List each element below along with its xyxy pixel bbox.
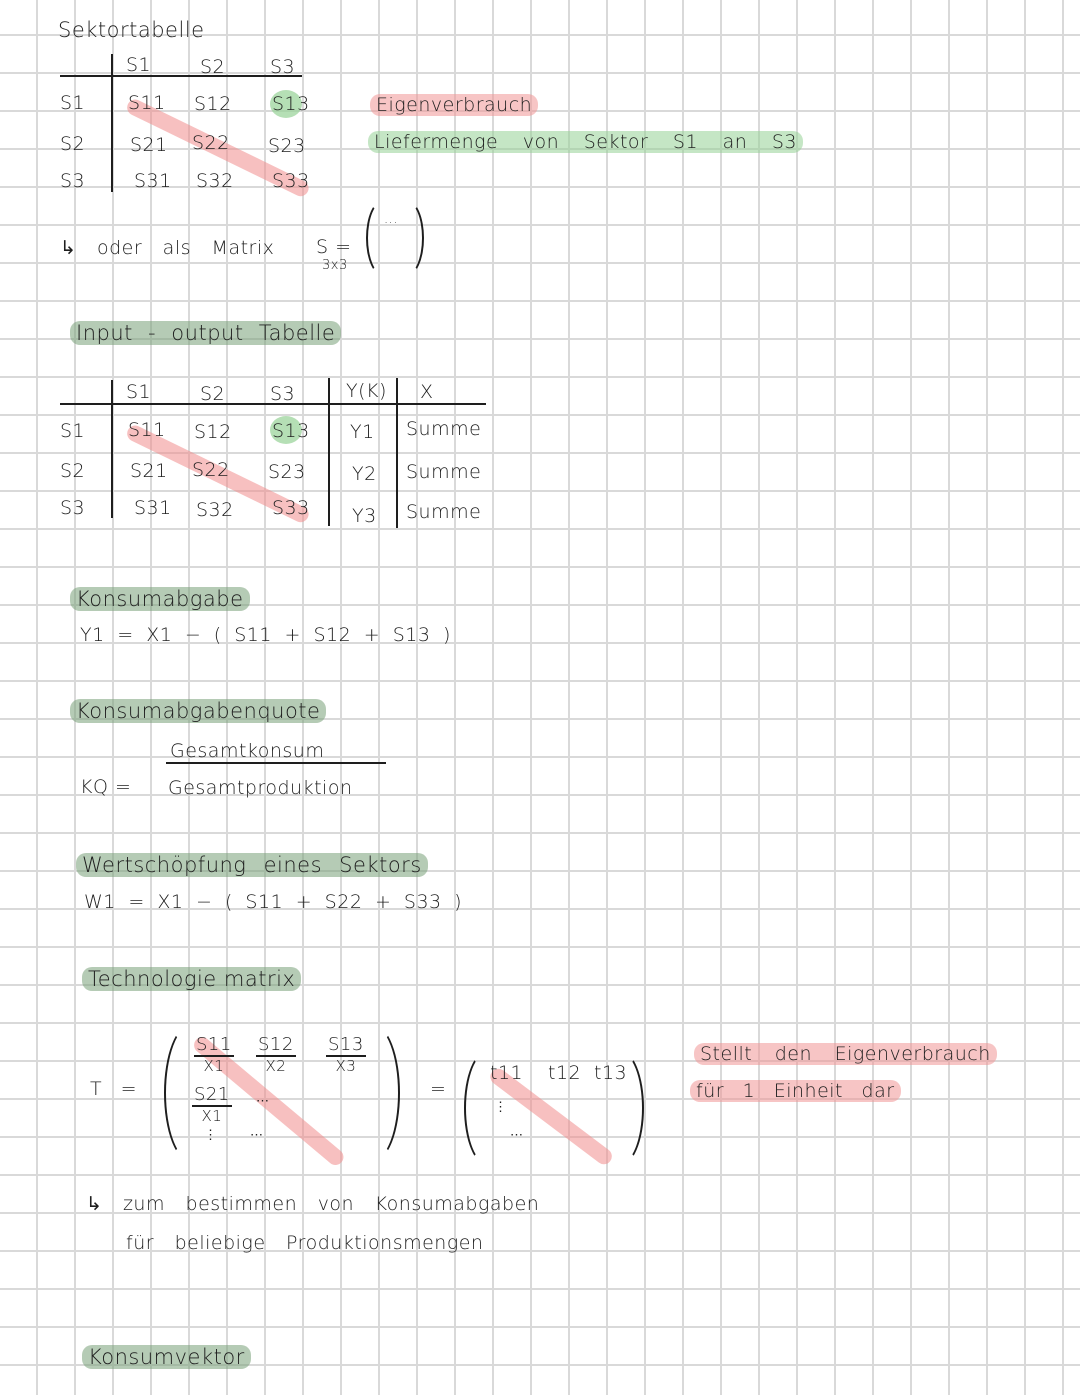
wertschoepfung-formula: W1 = X1 − ( S11 + S22 + S33 ) <box>84 891 463 913</box>
tech-usage-line2: für beliebige Produktionsmengen <box>126 1232 484 1254</box>
table-cell: S23 <box>268 461 306 483</box>
table-cell: S21 <box>130 460 168 482</box>
matrix-dots: ⋯ <box>510 1128 524 1143</box>
io-tabelle-title: Input - output Tabelle <box>70 321 341 345</box>
col-header: S1 <box>126 54 152 76</box>
table-cell: S22 <box>192 459 230 481</box>
table-cell: S31 <box>134 497 172 519</box>
fraction-s13-x3: S13 X3 <box>328 1034 364 1075</box>
matrix-dots: ⋯ <box>256 1094 270 1109</box>
row-header: S3 <box>60 170 86 192</box>
matrix-label: S = <box>316 236 352 258</box>
row-header: S2 <box>60 460 86 482</box>
matrix-dimension: 3x3 <box>322 258 348 273</box>
kq-label: KQ = <box>80 776 132 798</box>
col-header: S3 <box>270 56 296 78</box>
table-cell: S13 <box>272 420 310 442</box>
matrix-entry: t13 <box>594 1062 628 1084</box>
row-header: S1 <box>60 92 86 114</box>
row-header: S1 <box>60 420 86 442</box>
sektortabelle-title: Sektortabelle <box>58 18 205 42</box>
fraction-bar <box>166 762 386 764</box>
technologiematrix-title: Technologie matrix <box>82 967 301 991</box>
kq-denominator: Gesamtproduktion <box>168 777 353 799</box>
tech-note-line1: Stellt den Eigenverbrauch <box>694 1043 997 1065</box>
matrix-note: ↳ oder als Matrix <box>60 237 275 259</box>
col-header: S2 <box>200 383 226 405</box>
table-cell: S31 <box>134 170 172 192</box>
tech-usage-line1: ↳ zum bestimmen von Konsumabgaben <box>86 1193 540 1215</box>
equals-sign: = <box>430 1078 447 1100</box>
table-row-divider <box>111 54 113 192</box>
table-cell: S32 <box>196 499 234 521</box>
table-cell: Y2 <box>352 463 377 485</box>
table-cell: Summe <box>406 418 482 440</box>
col-header: S3 <box>270 383 296 405</box>
table-column-divider <box>396 378 398 528</box>
legend-liefermenge: Liefermenge von Sektor S1 an S3 <box>368 131 803 153</box>
table-cell: S13 <box>272 93 310 115</box>
table-cell: S11 <box>128 419 166 441</box>
table-cell: S32 <box>196 170 234 192</box>
table-cell: Summe <box>406 501 482 523</box>
wertschoepfung-title: Wertschöpfung eines Sektors <box>76 853 428 877</box>
table-cell: S21 <box>130 134 168 156</box>
col-header: Y(K) <box>346 380 387 402</box>
table-cell: S33 <box>272 497 310 519</box>
matrix-dots: ⋮ <box>204 1128 218 1143</box>
table-row-divider <box>111 380 113 518</box>
table-cell: Y3 <box>352 505 377 527</box>
legend-eigenverbrauch: Eigenverbrauch <box>370 94 538 116</box>
fraction-s21-x1: S21 X1 <box>194 1084 230 1125</box>
konsumabgabe-title: Konsumabgabe <box>70 587 250 611</box>
matrix-dots: ... <box>384 212 398 227</box>
col-header: S1 <box>126 381 152 403</box>
table-cell: Summe <box>406 461 482 483</box>
table-cell: S22 <box>192 132 230 154</box>
table-column-divider <box>328 378 330 526</box>
matrix-dots: ⋯ <box>250 1128 264 1143</box>
row-header: S3 <box>60 497 86 519</box>
konsumvektor-title: Konsumvektor <box>82 1345 251 1369</box>
matrix-entry: t11 <box>490 1062 524 1084</box>
row-header: S2 <box>60 133 86 155</box>
table-cell: S11 <box>128 92 166 114</box>
table-cell: S12 <box>194 421 232 443</box>
col-header: S2 <box>200 56 226 78</box>
t-label: T = <box>90 1078 138 1100</box>
table-cell: S23 <box>268 135 306 157</box>
konsumabgabenquote-title: Konsumabgabenquote <box>70 699 326 723</box>
konsumabgabe-formula: Y1 = X1 − ( S11 + S12 + S13 ) <box>80 624 451 646</box>
table-cell: S12 <box>194 93 232 115</box>
matrix-dots: ⋮ <box>494 1100 508 1115</box>
table-cell: Y1 <box>350 421 375 443</box>
table-header-divider <box>60 75 302 77</box>
matrix-entry: t12 <box>548 1062 582 1084</box>
tech-note-line2: für 1 Einheit dar <box>690 1080 901 1102</box>
fraction-s11-x1: S11 X1 <box>196 1034 232 1075</box>
col-header: X <box>420 381 434 403</box>
fraction-s12-x2: S12 X2 <box>258 1034 294 1075</box>
kq-numerator: Gesamtkonsum <box>170 740 325 762</box>
table-cell: S33 <box>272 170 310 192</box>
